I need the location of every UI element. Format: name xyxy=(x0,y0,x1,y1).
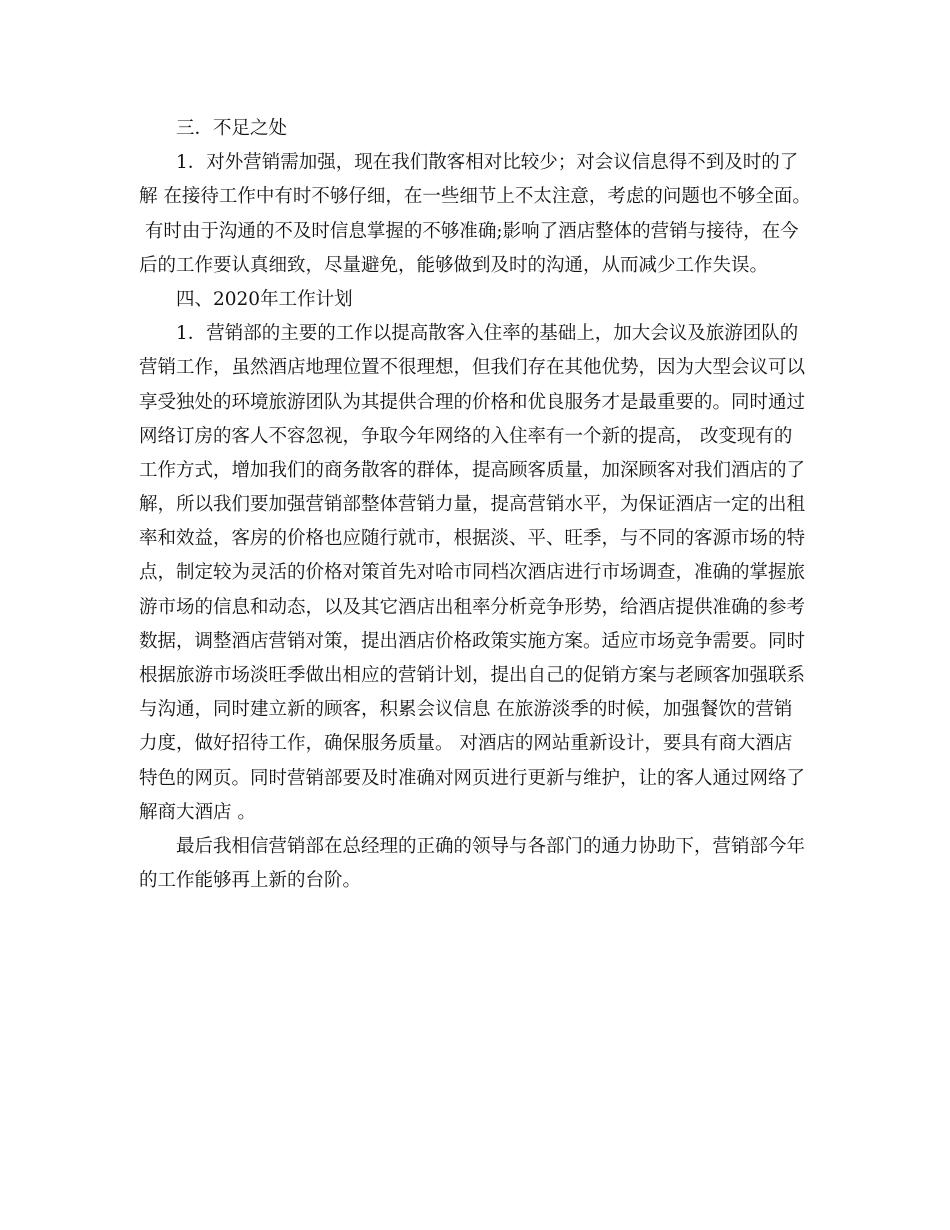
paragraph-line: 数据，调整酒店营销对策，提出酒店价格政策实施方案。适应市场竞争需要。同时 xyxy=(139,630,806,652)
paragraph-line: 率和效益，客房的价格也应随行就市，根据淡、平、旺季，与不同的客源市场的特 xyxy=(139,528,806,550)
paragraph-line: 游市场的信息和动态，以及其它酒店出租率分析竞争形势，给酒店提供准确的参考 xyxy=(139,596,806,618)
paragraph-line: 点，制定较为灵活的价格对策首先对哈市同档次酒店进行市场调查，准确的掌握旅 xyxy=(139,562,806,584)
document-body xyxy=(139,112,819,898)
paragraph-line: 网络订房的客人不容忽视，争取今年网络的入住率有一个新的提高， 改变现有的 xyxy=(139,425,793,447)
section-work-plan xyxy=(139,283,819,898)
section-heading: 三．不足之处 xyxy=(176,118,288,139)
paragraph-line: 后的工作要认真细致，尽量避免，能够做到及时的沟通，从而减少工作失误。 xyxy=(139,254,769,276)
paragraph-line: 力度，做好招待工作，确保服务质量。 对酒店的网站重新设计，要具有商大酒店 xyxy=(139,733,793,755)
paragraph xyxy=(139,317,819,830)
paragraph-line: 与沟通，同时建立新的顾客，积累会议信息 在旅游淡季的时候，加强餐饮的营销 xyxy=(139,699,793,721)
section-shortcomings xyxy=(139,112,819,283)
paragraph-line: 1．营销部的主要的工作以提高散客入住率的基础上，加大会议及旅游团队的 xyxy=(176,323,799,345)
paragraph-line: 营销工作，虽然酒店地理位置不很理想，但我们存在其他优势，因为大型会议可以 xyxy=(139,357,806,379)
paragraph-line: 最后我相信营销部在总经理的正确的领导与各部门的通力协助下，营销部今年 xyxy=(176,835,806,857)
section-heading: 四、2020年工作计划 xyxy=(176,288,353,310)
paragraph-line: 根据旅游市场淡旺季做出相应的营销计划，提出自己的促销方案与老顾客加强联系 xyxy=(139,665,806,686)
paragraph-line: 解，所以我们要加强营销部整体营销力量，提高营销水平，为保证酒店一定的出租 xyxy=(139,494,806,516)
paragraph xyxy=(139,146,819,283)
paragraph-line: 工作方式，增加我们的商务散客的群体，提高顾客质量，加深顾客对我们酒店的了 xyxy=(139,459,806,481)
paragraph-line: 的工作能够再上新的台阶。 xyxy=(139,870,362,892)
paragraph-line: 享受独处的环境旅游团队为其提供合理的价格和优良服务才是最重要的。同时通过 xyxy=(139,391,806,413)
paragraph-line: 1．对外营销需加强，现在我们散客相对比较少；对会议信息得不到及时的了 xyxy=(176,152,799,174)
paragraph-line: 特色的网页。同时营销部要及时准确对网页进行更新与维护，让的客人通过网络了 xyxy=(139,767,806,789)
paragraph-line: 解商大酒店 。 xyxy=(139,801,256,823)
paragraph-line: 有时由于沟通的不及时信息掌握的不够准确;影响了酒店整体的营销与接待，在今 xyxy=(139,220,799,242)
paragraph-line: 解 在接待工作中有时不够仔细，在一些细节上不太注意，考虑的问题也不够全面。 xyxy=(139,186,811,208)
paragraph xyxy=(139,830,819,898)
